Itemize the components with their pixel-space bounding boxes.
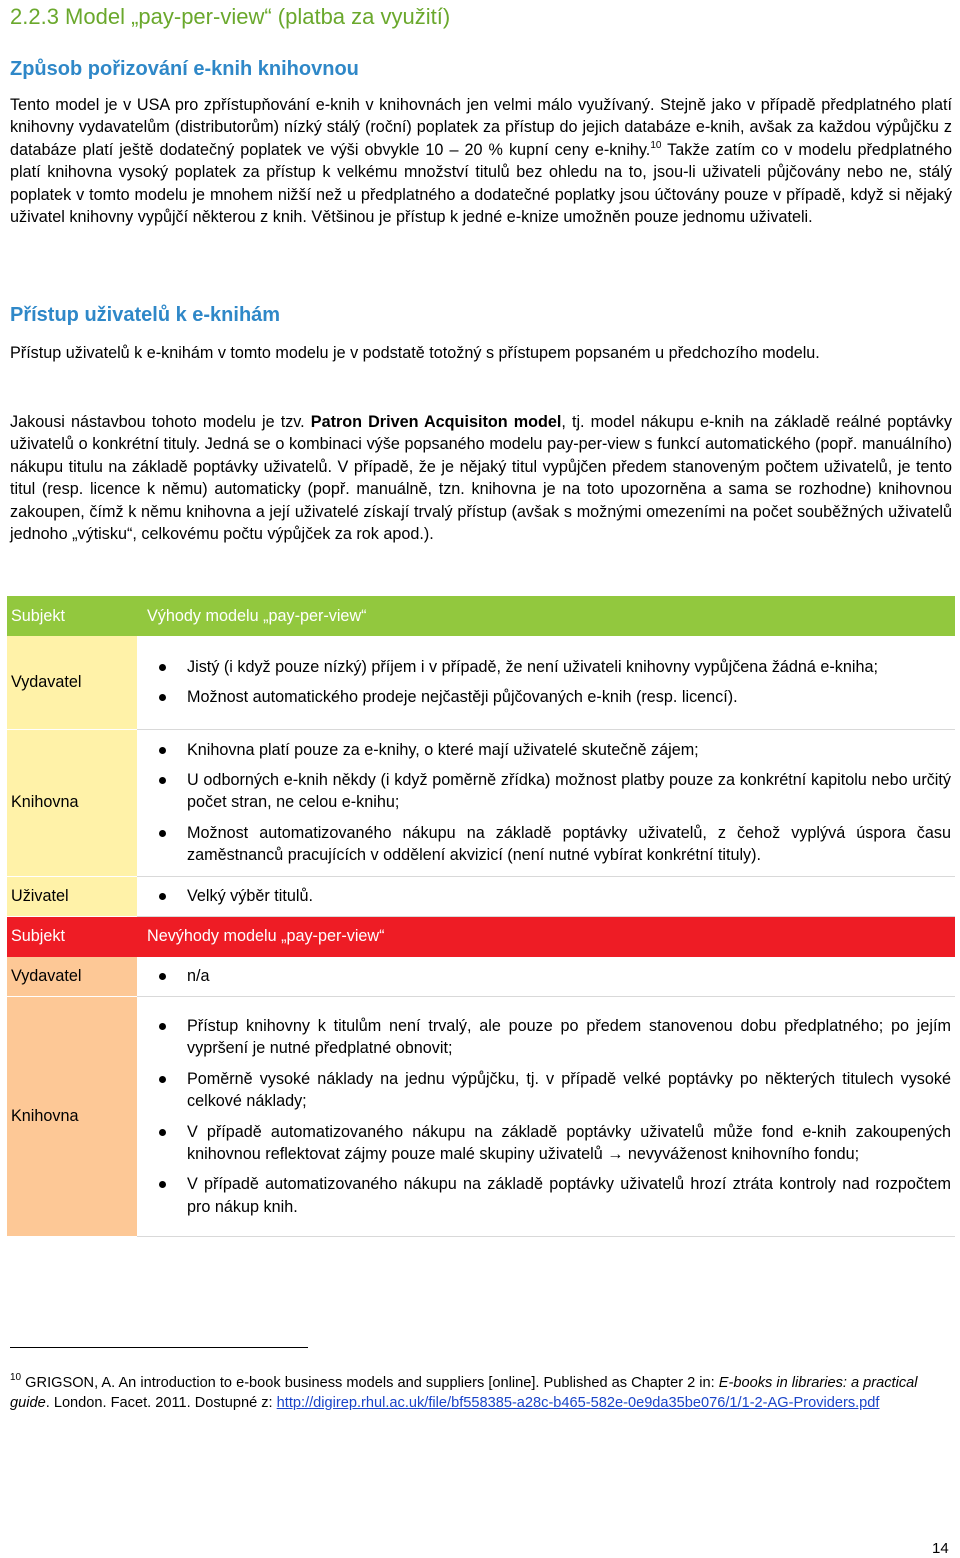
list-item: U odborných e-knih někdy (i když poměrně zřídka) možnost platby pouze za konkrétní kapitolu nebo určitý počet stran, ne celou e-knihu; [147, 769, 955, 814]
subheading-user-access: Přístup uživatelů k e-knihám [10, 304, 281, 326]
pros-cons-table [7, 596, 955, 1237]
row-label: Knihovna [7, 997, 137, 1237]
disadvantages-header-row [7, 916, 955, 957]
disadvantages-row-publisher [7, 957, 955, 997]
disadvantages-row-library [7, 997, 955, 1237]
footnote-number: 10 [10, 1372, 22, 1383]
list-item: Poměrně vysoké náklady na jednu výpůjčku, tj. v případě velké poptávky po některých titulech vysoké celkové náklady; [147, 1068, 955, 1113]
paragraph-pda-model [10, 411, 952, 545]
page-number: 14 [932, 1540, 949, 1557]
footnote-separator [10, 1347, 308, 1348]
list-item: V případě automatizovaného nákupu na základě poptávky uživatelů hrozí ztráta kontroly nad rozpočtem pro nákup knih. [147, 1173, 955, 1218]
footnote-book-title: E-books in libraries: a practical guide [10, 1375, 918, 1411]
row-label: Uživatel [7, 876, 137, 916]
bullet-list [147, 965, 955, 987]
list-item: V případě automatizovaného nákupu na základě poptávky uživatelů může fond e-knih zakoupených knihovnou reflektovat zájmy pouze malé skupiny uživatelů → nevyváženost knihovního fondu; [147, 1121, 955, 1166]
advantages-title-header: Výhody modelu „pay-per-view“ [137, 596, 955, 636]
list-item: Velký výběr titulů. [147, 885, 955, 907]
pda-text-part2: , tj. model nákupu e-knih na základě reálné poptávky uživatelů o konkrétní tituly. Jedná se o kombinaci výše popsaného modelu pay-per-view s funkcí automatického (popř. manuálního) nákupu titulu na základě poptávky uživatelů. V případě, že je nějaký titul vypůjčen předem stanoveným počtem uživatelů, je tento titul (resp. licence k němu) automaticky (popř. manuálně, tzn. knihovna je na toto upozorněna a sama se rozhodne) knihovnou zakoupen, čímž k němu knihovna a její uživatelé získají trvalý přístup (avšak s možnými omezeními na počet souběžných uživatelů jednoho „výtisku“, celkovému počtu výpůjček za rok apod.). [10, 413, 952, 544]
advantages-row-publisher [7, 636, 955, 729]
footnote-text-part2: . London. Facet. 2011. Dostupné z: [45, 1394, 277, 1411]
list-item: Jistý (i když pouze nízký) příjem i v případě, že není uživateli knihovny vypůjčena žádná e-kniha; [147, 656, 955, 678]
row-label: Knihovna [7, 729, 137, 876]
advantages-subject-header: Subjekt [7, 596, 137, 636]
footnote [10, 1374, 952, 1413]
pda-model-name: Patron Driven Acquisiton model [310, 413, 562, 431]
list-item: Možnost automatizovaného nákupu na základě poptávky uživatelů, z čehož vyplývá úspora času zaměstnanců pracujících v oddělení akvizicí (není nutné vybírat konkrétní tituly). [147, 822, 955, 867]
advantages-header-row [7, 596, 955, 636]
bullet-list [147, 885, 955, 907]
list-item: Knihovna platí pouze za e-knihy, o které mají uživatelé skutečně zájem; [147, 739, 955, 761]
paragraph-model-intro [10, 94, 952, 228]
paragraph-user-access: Přístup uživatelů k e-knihám v tomto modelu je v podstatě totožný s přístupem popsaném u předchozího modelu. [10, 344, 820, 362]
footnote-link[interactable]: http://digirep.rhul.ac.uk/file/bf558385-a28c-b465-582e-0e9da35be076/1/1-2-AG-Providers.pdf [276, 1394, 880, 1411]
list-item: Přístup knihovny k titulům není trvalý, ale pouze po předem stanovenou dobu předplatného; po jejím vypršení je nutné předplatné obnovit; [147, 1015, 955, 1060]
advantages-row-user [7, 876, 955, 916]
disadvantages-title-header: Nevýhody modelu „pay-per-view“ [137, 916, 955, 957]
pda-text-part1: Jakousi nástavbou tohoto modelu je tzv. [10, 413, 311, 431]
disadvantages-subject-header: Subjekt [7, 916, 137, 957]
paragraph-model-intro-part2: Takže zatím co v modelu předplatného platí knihovna vysoký poplatek za přístup k velkému množství titulů bez ohledu na to, jsou-li uživateli půjčovány nebo ne, stálý poplatek v tomto modelu je mnohem nižší než u předplatného a dodatečné poplatky jsou účtovány pouze v případě, když si nějaký uživatel knihovny vypůjčí některou z knih. Většinou je přístup k jedné e-knize umožněn pouze jednomu uživateli. [10, 140, 952, 227]
advantages-row-library [7, 729, 955, 876]
list-item: n/a [147, 965, 955, 987]
bullet-list [147, 739, 955, 867]
footnote-ref[interactable]: 10 [650, 139, 662, 151]
footnote-text-part1: GRIGSON, A. An introduction to e-book business models and suppliers [online]. Published as Chapter 2 in: [21, 1375, 719, 1391]
section-title: 2.2.3 Model „pay-per-view“ (platba za využití) [10, 4, 451, 29]
row-label: Vydavatel [7, 957, 137, 997]
paragraph-model-intro-part1: Tento model je v USA pro zpřístupňování e-knih v knihovnách jen velmi málo využívaný. Stejně jako v případě předplatného platí knihovny vydavatelům (distributorům) nízký stálý (roční) poplatek za přístup do jejich databáze e-knih, avšak za každou výpůjčku z databáze platí ještě dodatečný poplatek ve výši obvykle 10 – 20 % kupní ceny e-knihy. [10, 96, 952, 159]
subheading-acquisition: Způsob pořizování e-knih knihovnou [10, 58, 359, 80]
bullet-list [147, 1015, 955, 1218]
list-item: Možnost automatického prodeje nejčastěji půjčovaných e-knih (resp. licencí). [147, 686, 955, 708]
bullet-list [147, 656, 955, 709]
row-label: Vydavatel [7, 636, 137, 729]
